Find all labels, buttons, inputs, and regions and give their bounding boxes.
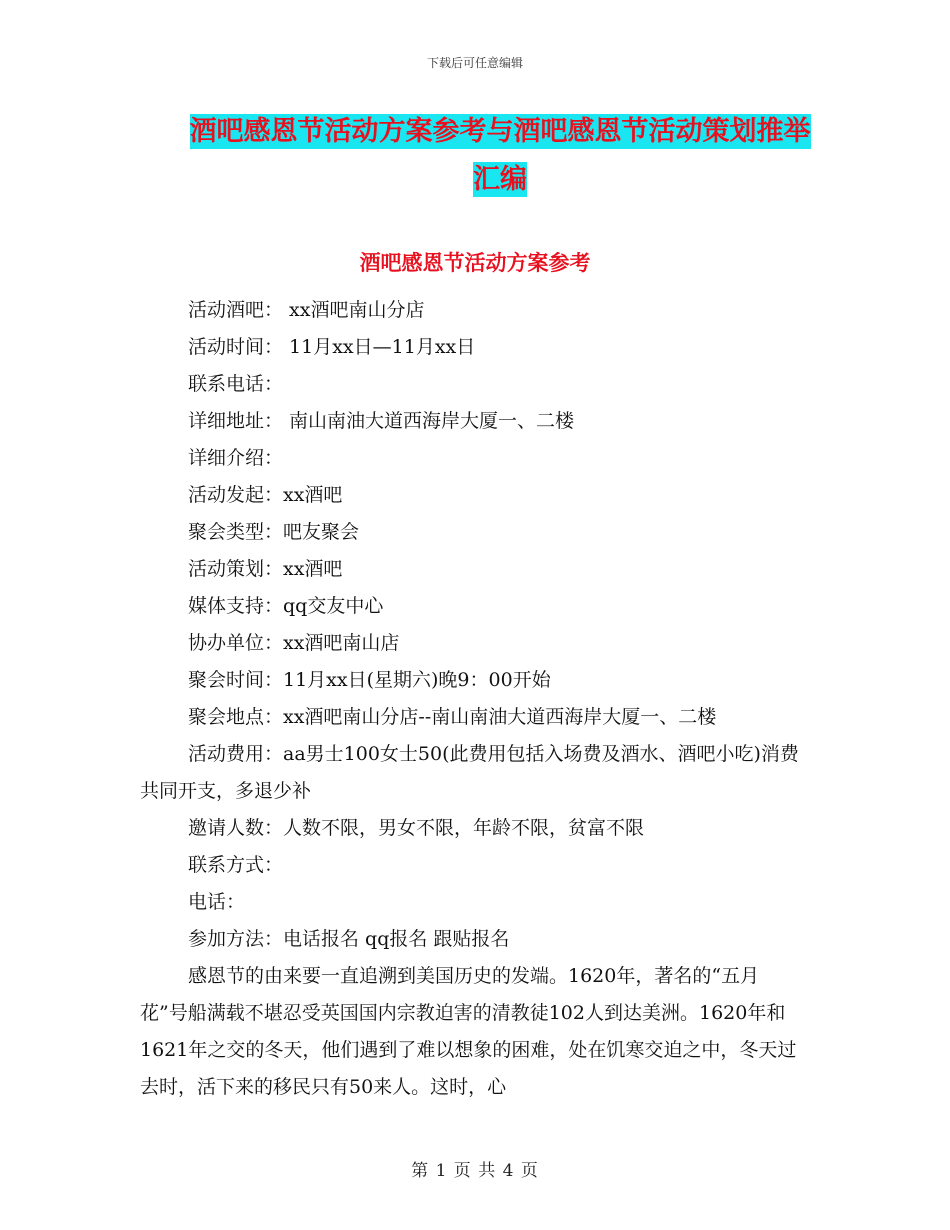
paragraph: 邀请人数：人数不限，男女不限，年龄不限，贫富不限 <box>188 817 645 839</box>
paragraph: 电话： <box>188 891 246 913</box>
paragraph: 活动发起：xx酒吧 <box>188 484 343 506</box>
paragraph: 活动费用：aa男士100女士50(此费用包括入场费及酒水、酒吧小吃)消费共同开支，多退少补 <box>140 743 799 802</box>
paragraph: 详细地址： 南山南油大道西海岸大厦一、二楼 <box>188 410 575 432</box>
paragraph: 参加方法：电话报名 qq报名 跟贴报名 <box>188 928 510 950</box>
paragraph: 聚会类型：吧友聚会 <box>188 521 360 543</box>
paragraph: 媒体支持：qq交友中心 <box>188 595 384 617</box>
page-footer: 第 1 页 共 4 页 <box>411 1161 539 1181</box>
paragraph: 聚会地点：xx酒吧南山分店--南山南油大道西海岸大厦一、二楼 <box>188 706 717 728</box>
document-title <box>140 108 860 204</box>
paragraph: 联系电话： <box>188 373 284 395</box>
section-subtitle: 酒吧感恩节活动方案参考 <box>359 250 591 275</box>
paragraph: 协办单位：xx酒吧南山店 <box>188 632 400 654</box>
page-header-note: 下载后可任意编辑 <box>426 56 523 70</box>
paragraph: 活动酒吧： xx酒吧南山分店 <box>188 299 425 321</box>
paragraph: 活动策划：xx酒吧 <box>188 558 343 580</box>
title-line-1: 酒吧感恩节活动方案参考与酒吧感恩节活动策划推举 <box>189 116 811 147</box>
title-line-2: 汇编 <box>473 164 527 195</box>
paragraph: 聚会时间：11月xx日(星期六)晚9：00开始 <box>188 669 551 691</box>
paragraph: 详细介绍： <box>188 447 284 469</box>
paragraph: 感恩节的由来要一直追溯到美国历史的发端。1620年，著名的“五月花”号船满载不堪忍受英国国内宗教迫害的清教徒102人到达美洲。1620年和1621年之交的冬天，他们遇到了难以想象的困难，处在饥寒交迫之中，冬天过去时，活下来的移民只有50来人。这时，心 <box>140 965 797 1098</box>
paragraph: 活动时间： 11月xx日—11月xx日 <box>188 336 476 358</box>
paragraph: 联系方式： <box>188 854 284 876</box>
document-body <box>140 292 805 1106</box>
